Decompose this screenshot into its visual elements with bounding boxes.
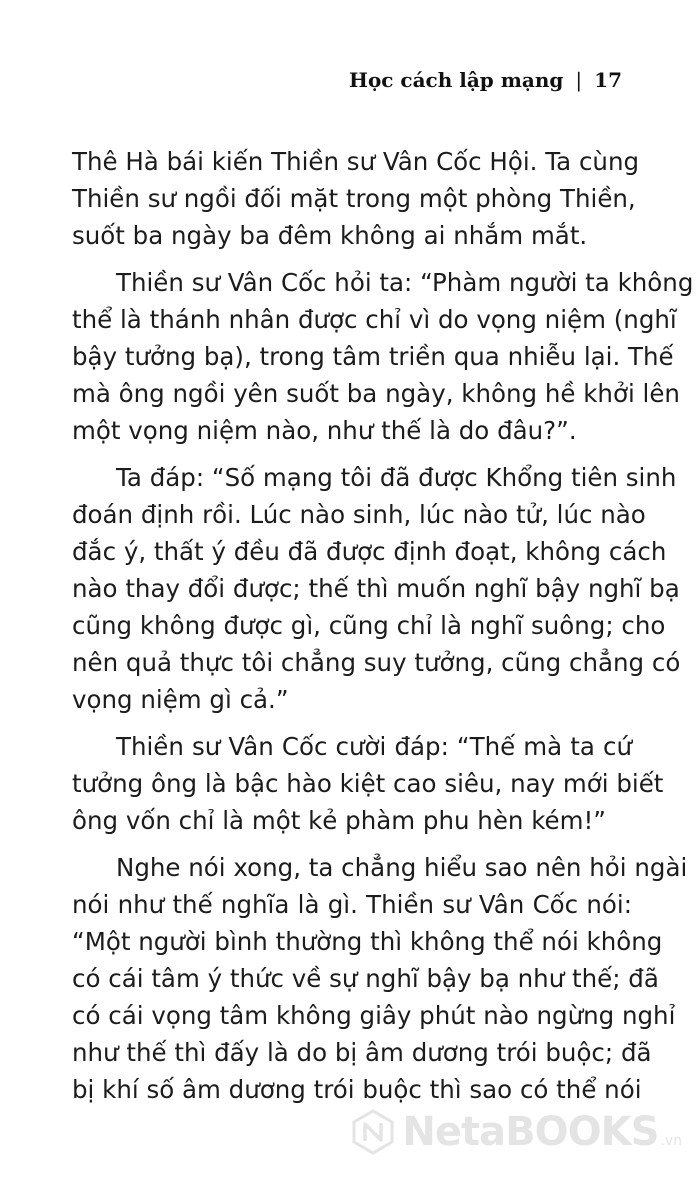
- text-line: Thê Hà bái kiến Thiền sư Vân Cốc Hội. Ta cùng: [72, 147, 640, 176]
- text-line: như thế thì đấy là do bị âm dương trói buộc; đã: [72, 1038, 652, 1067]
- text-line: có cái vọng tâm không giây phút nào ngừng nghỉ: [72, 1001, 676, 1030]
- running-header: [349, 68, 622, 92]
- text-body: [72, 143, 694, 1118]
- text-line: Nghe nói xong, ta chẳng hiểu sao nên hỏi ngài: [116, 853, 688, 882]
- text-line: “Một người bình thường thì không thể nói không: [72, 927, 663, 956]
- text-line: tưởng ông là bậc hào kiệt cao siêu, nay mới biết: [72, 769, 664, 798]
- paragraph-5: [72, 849, 688, 1108]
- paragraph-3: [72, 459, 681, 718]
- watermark-suffix: .vn: [660, 1133, 682, 1149]
- text-line: vọng niệm gì cả.”: [72, 685, 289, 714]
- text-line: ông vốn chỉ là một kẻ phàm phu hèn kém!”: [72, 806, 606, 835]
- watermark: [350, 1109, 682, 1155]
- text-line: đoán định rồi. Lúc nào sinh, lúc nào tử, lúc nào: [72, 500, 646, 529]
- text-line: có cái tâm ý thức về sự nghĩ bậy bạ như thế; đã: [72, 964, 659, 993]
- running-header-title: Học cách lập mạng: [349, 68, 564, 92]
- text-line: bị khí số âm dương trói buộc thì sao có thể nói: [72, 1075, 642, 1104]
- text-line: mà ông ngồi yên suốt ba ngày, không hề khởi lên: [72, 379, 680, 408]
- text-line: thể là thánh nhân được chỉ vì do vọng niệm (nghĩ: [72, 305, 677, 334]
- page-number: 17: [594, 68, 622, 92]
- text-line: Thiền sư Vân Cốc hỏi ta: “Phàm người ta không: [116, 268, 694, 297]
- text-line: Ta đáp: “Số mạng tôi đã được Khổng tiên sinh: [116, 463, 677, 492]
- text-line: đắc ý, thất ý đều đã được định đoạt, không cách: [72, 537, 667, 566]
- text-line: nói như thế nghĩa là gì. Thiền sư Vân Cốc nói:: [72, 890, 632, 919]
- text-line: Thiền sư ngồi đối mặt trong một phòng Thiền,: [72, 184, 636, 213]
- paragraph-2: [72, 264, 694, 449]
- text-line: cũng không được gì, cũng chỉ là nghĩ suông; cho: [72, 611, 666, 640]
- watermark-brand: NetaBOOKS: [402, 1109, 659, 1155]
- running-header-separator: |: [575, 68, 583, 92]
- netabooks-logo-icon: [350, 1109, 396, 1155]
- text-line: bậy tưởng bạ), trong tâm triền qua nhiễu lại. Thế: [72, 342, 674, 371]
- text-line: nên quả thực tôi chẳng suy tưởng, cũng chẳng có: [72, 648, 681, 677]
- paragraph-4: [72, 728, 664, 839]
- text-line: suốt ba ngày ba đêm không ai nhắm mắt.: [72, 221, 588, 250]
- text-line: Thiền sư Vân Cốc cười đáp: “Thế mà ta cứ: [116, 732, 632, 761]
- text-line: một vọng niệm nào, như thế là do đâu?”.: [72, 416, 577, 445]
- text-line: nào thay đổi được; thế thì muốn nghĩ bậy nghĩ bạ: [72, 574, 680, 603]
- paragraph-1: [72, 143, 640, 254]
